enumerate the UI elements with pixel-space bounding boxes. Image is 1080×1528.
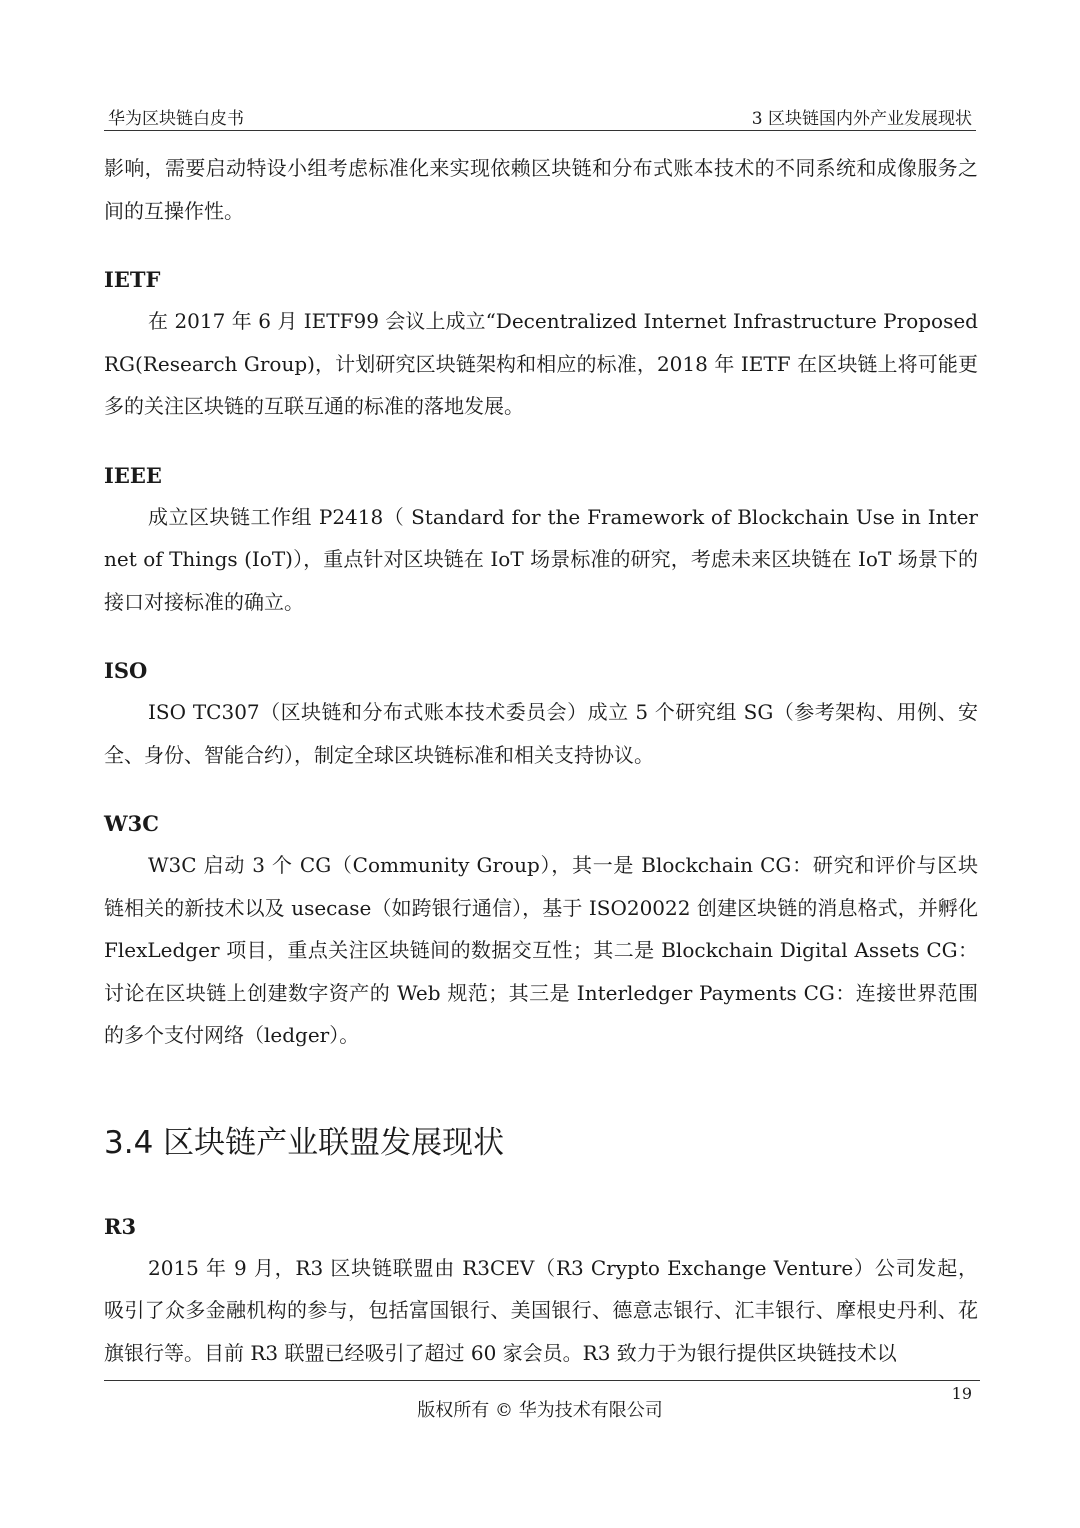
heading-iso: ISO — [104, 658, 148, 683]
paragraph-iso: ISO TC307（区块链和分布式账本技术委员会）成立 5 个研究组 SG（参考架构、用例、安全、身份、智能合约），制定全球区块链标准和相关支持协议。 — [104, 700, 978, 767]
heading-r3: R3 — [104, 1213, 137, 1239]
intro-paragraph: 影响，需要启动特设小组考虑标准化来实现依赖区块链和分布式账本技术的不同系统和成像服务之间的互操作性。 — [104, 156, 978, 223]
copyright-notice: 版权所有 © 华为技术有限公司 — [417, 1400, 663, 1421]
heading-ieee: IEEE — [104, 462, 162, 488]
page-header — [104, 104, 976, 131]
paragraph-w3c: W3C 启动 3 个 CG（Community Group），其一是 Blockchain CG：研究和评价与区块链相关的新技术以及 usecase（如跨银行通信），基于 ISO20022 创建区块链的消息格式，并孵化 FlexLedger 项目，重点关注区块链间的数据交互性；其二是 Blockchain Digital Assets CG：讨论在区块链上创建数字资产的 Web 规范；其三是 Interledger Payments CG：连接世界范围的多个支付网络（ledger）。 — [104, 853, 978, 1047]
footer-divider — [104, 1380, 980, 1381]
section-title: 3.4 区块链产业联盟发展现状 — [104, 1124, 505, 1161]
page-number: 19 — [951, 1384, 972, 1403]
heading-ietf: IETF — [104, 267, 161, 292]
paragraph-ietf: 在 2017 年 6 月 IETF99 会议上成立“Decentralized Internet Infrastructure Proposed RG(Research Group)，计划研究区块链架构和相应的标准，2018 年 IETF 在区块链上将可能更多的关注区块链的互联互通的标准的落地发展。 — [104, 309, 978, 418]
header-document-title: 华为区块链白皮书 — [108, 109, 244, 129]
paragraph-r3: 2015 年 9 月，R3 区块链联盟由 R3CEV（R3 Crypto Exchange Venture）公司发起，吸引了众多金融机构的参与，包括富国银行、美国银行、德意志银行、汇丰银行、摩根史丹利、花旗银行等。目前 R3 联盟已经吸引了超过 60 家会员。R3 致力于为银行提供区块链技术以 — [104, 1255, 978, 1365]
paragraph-ieee: 成立区块链工作组 P2418（ Standard for the Framework of Blockchain Use in Internet of Things (IoT)），重点针对区块链在 IoT 场景标准的研究，考虑未来区块链在 IoT 场景下的接口对接标准的确立。 — [104, 504, 978, 614]
header-chapter-title: 3 区块链国内外产业发展现状 — [751, 109, 972, 129]
heading-w3c: W3C — [104, 811, 159, 836]
page-content — [104, 147, 978, 1374]
